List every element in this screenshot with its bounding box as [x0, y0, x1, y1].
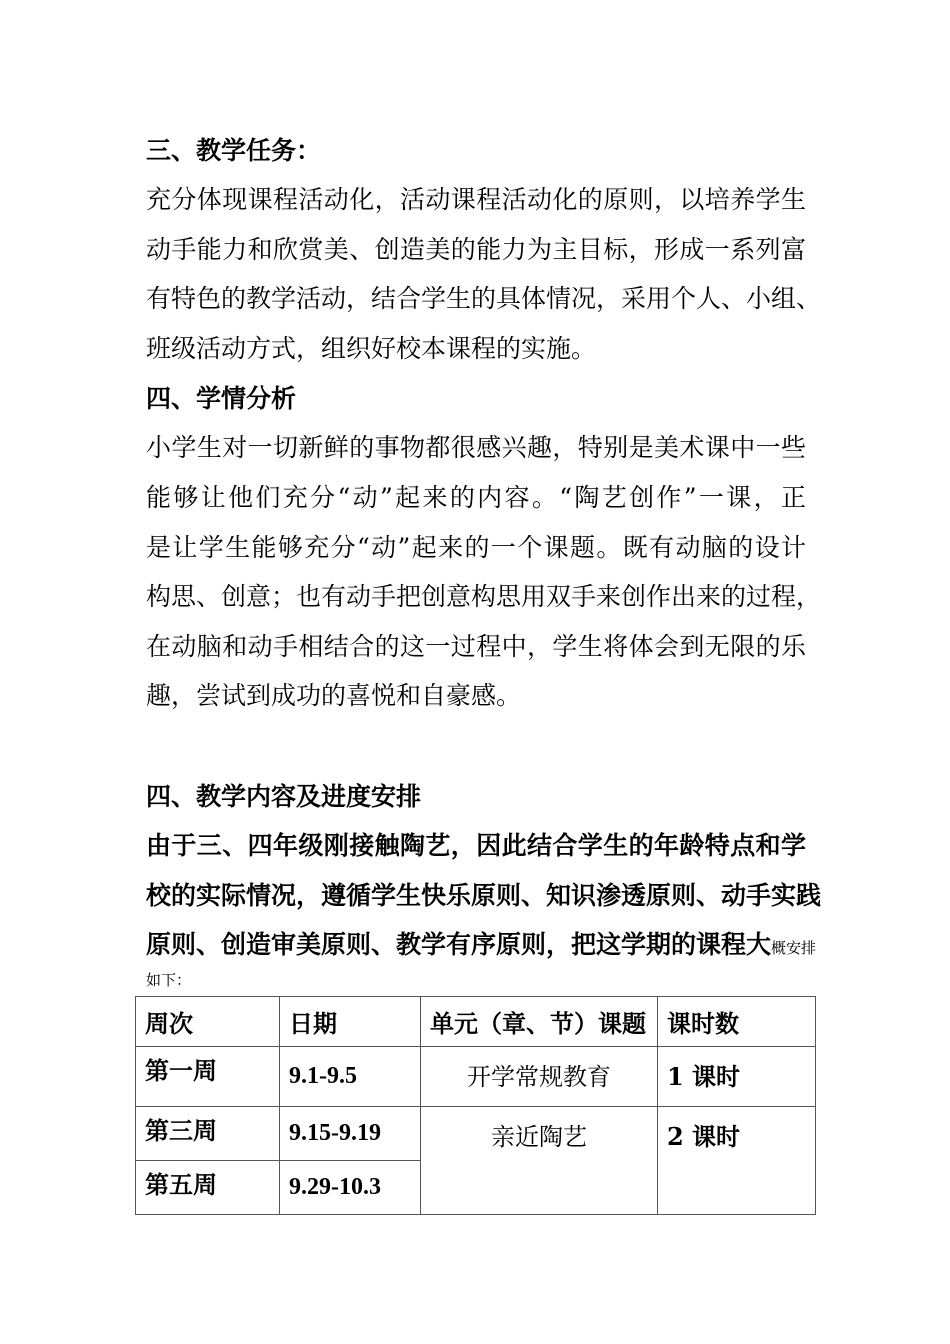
- paragraph-line: 能够让他们充分“动”起来的内容。“陶艺创作”一课，正: [146, 483, 806, 512]
- cell-hours: 2 课时: [658, 1107, 816, 1215]
- header-hours: 课时数: [658, 997, 816, 1047]
- paragraph-line: 校的实际情况，遵循学生快乐原则、知识渗透原则、动手实践: [146, 881, 822, 910]
- paragraph-line: 在动脑和动手相结合的这一过程中，学生将体会到无限的乐: [146, 632, 806, 661]
- section-heading-analysis: 四、学情分析: [146, 384, 297, 413]
- cell-week: 第五周: [136, 1161, 280, 1215]
- cell-week: 第一周: [136, 1047, 280, 1107]
- cell-hours: 1 课时: [658, 1047, 816, 1107]
- small-text-tail: 概安排: [771, 939, 817, 957]
- paragraph-line: 趣，尝试到成功的喜悦和自豪感。: [146, 681, 522, 710]
- cell-date: 9.15-9.19: [280, 1107, 421, 1161]
- paragraph-line: 充分体现课程活动化，活动课程活动化的原则，以培养学生: [146, 185, 806, 214]
- paragraph-line: 动手能力和欣赏美、创造美的能力为主目标，形成一系列富: [146, 235, 806, 264]
- cell-week: 第三周: [136, 1107, 280, 1161]
- header-unit: 单元（章、节）课题: [421, 997, 658, 1047]
- paragraph-line: 构思、创意；也有动手把创意构思用双手来创作出来的过程，: [146, 582, 822, 611]
- paragraph-line: 有特色的教学活动，结合学生的具体情况，采用个人、小组、: [146, 284, 822, 313]
- schedule-table: [135, 996, 816, 1215]
- header-date: 日期: [280, 997, 421, 1047]
- paragraph-line: 由于三、四年级刚接触陶艺，因此结合学生的年龄特点和学: [146, 831, 806, 860]
- section-heading-tasks: 三、教学任务：: [146, 136, 322, 165]
- paragraph-line: 原则、创造审美原则、教学有序原则，把这学期的课程大: [146, 930, 772, 959]
- table-header-row: [136, 997, 816, 1047]
- cell-unit: 开学常规教育: [421, 1047, 658, 1107]
- paragraph-line: 班级活动方式，组织好校本课程的实施。: [146, 334, 597, 363]
- cell-date: 9.1-9.5: [280, 1047, 421, 1107]
- small-text-line: 如下：: [146, 971, 192, 989]
- paragraph-line: 是让学生能够充分“动”起来的一个课题。既有动脑的设计: [146, 533, 806, 562]
- table-row: [136, 1107, 816, 1161]
- section-heading-content: 四、教学内容及进度安排: [146, 782, 422, 811]
- cell-date: 9.29-10.3: [280, 1161, 421, 1215]
- table-row: [136, 1047, 816, 1107]
- header-week: 周次: [136, 997, 280, 1047]
- cell-unit: 亲近陶艺: [421, 1107, 658, 1215]
- paragraph-line-with-small-tail: [146, 930, 816, 963]
- paragraph-line: 小学生对一切新鲜的事物都很感兴趣，特别是美术课中一些: [146, 433, 806, 462]
